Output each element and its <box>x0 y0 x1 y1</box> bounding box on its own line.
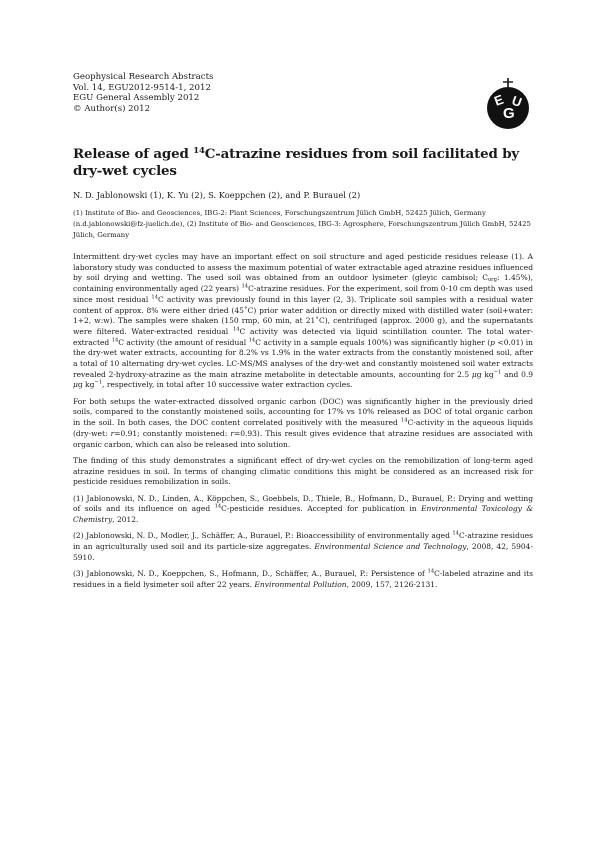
journal-header <box>73 72 213 114</box>
reference-2: (2) Jablonowski, N. D., Modler, J., Schäffer, A., Burauel, P.: Bioaccessibility of environmentally aged $^{14}$C-atrazine residues in an agriculturally used soil and its particle-size aggregates. Environmental Science and Technology, 2008, 42, 5904-5910. <box>73 530 534 562</box>
paragraph-doc: For both setups the water-extracted dissolved organic carbon (DOC) was significantly higher in the previously dried soils, compared to the constantly moistened soils, accounting for 17% vs 10% released as DOC of total organic carbon in the soil. In both cases, the DOC content correlated positively with the measured $^{14}$C-activity in the aqueous liquids (dry-wet: r=0.91; constantly moistened: r=0.93). This result gives evidence that atrazine residues are associated with organic carbon, which can also be released into solution. <box>73 396 534 449</box>
abstract-body <box>73 252 533 596</box>
affiliations: (1) Institute of Bio- and Geosciences, IBG-2: Plant Sciences, Forschungszentrum Jülich GmbH, 52425 Jülich, Germany (n.d.jablonowski@fz-juelich.de), (2) Institute of Bio- and Geosciences, IBG-3: Agrosphere, Forschungszentrum Jülich GmbH, 52425 Jülich, Germany <box>73 209 531 239</box>
paragraph-methods-results: Intermittent dry-wet cycles may have an important effect on soil structure and aged pesticide residues release (1). A laboratory study was conducted to assess the maximum potential of water extractable aged atrazine residues influenced by soil drying and wetting. The used soil was obtained from an outdoor lysimeter (gleyic cambisol; $C_{org}$: 1.45%), containing environmentally aged (22 years) $^{14}$C-atrazine residues. For the experiment, soil from 0-10 cm depth was used since most residual $^{14}$C activity was previously found in this layer (2, 3). Triplicate soil samples with a residual water content of approx. 8% were either dried (45˚C) prior water addition or directly mixed with distilled water (soil+water: 1+2, w:w). The samples were shaken (150 rmp, 60 min, at 21˚C), centrifuged (approx. 2000 g), and the supernatants were filtered. Water-extracted residual $^{14}$C activity was detected via liquid scintillation counter. The total water-extracted $^{14}$C activity (the amount of residual $^{14}$C activity in a sample equals 100%) was significantly higher (p <0.01) in the dry-wet water extracts, accounting for 8.2% vs 1.9% in the water extracts from the constantly moistened soil, after a total of 10 alternating dry-wet cycles. LC-MS/MS analyses of the dry-wet and constantly moistened soil water extracts revealed 2-hydroxy-atrazine as the main atrazine metabolite in detectable amounts, accounting for 2.5 μg $kg^{-1}$ and 0.9 μg $kg^{-1}$, respectively, in total after 10 successive water extraction cycles. <box>73 252 534 390</box>
copyright-notice: © Author(s) 2012 <box>73 103 151 114</box>
logo-letter-e: E <box>492 91 506 109</box>
logo-letter-g: G <box>503 105 515 122</box>
logo-letter-u: U <box>509 92 524 111</box>
reference-3: (3) Jablonowski, N. D., Koeppchen, S., Hofmann, D., Schäffer, A., Burauel, P.: Persistence of $^{14}$C-labeled atrazine and its residues in a field lysimeter soil after 22 years. Environmental Pollution, 2009, 157, 2126-2131. <box>73 568 533 589</box>
paper-title: Release of aged $^{14}$C-atrazine residues from soil facilitated by dry-wet cycles <box>73 146 520 179</box>
volume-info: Vol. 14, EGU2012-9514-1, 2012 <box>73 82 211 93</box>
author-list: N. D. Jablonowski (1), K. Yu (2), S. Koeppchen (2), and P. Burauel (2) <box>73 190 361 200</box>
journal-name: Geophysical Research Abstracts <box>73 72 214 82</box>
egu-logo <box>486 78 530 130</box>
paragraph-conclusion: The finding of this study demonstrates a significant effect of dry-wet cycles on the remobilization of long-term aged atrazine residues in soil. In terms of changing climatic conditions this might be considered as an increased risk for pesticide residues remobilization in soils. <box>73 455 533 487</box>
reference-1: (1) Jablonowski, N. D., Linden, A., Köppchen, S., Goebbels, D., Thiele, B., Hofmann, D., Burauel, P.: Drying and wetting of soils and its influence on aged $^{14}$C-pesticide residues. Accepted for publication in Environmental Toxicology & Chemistry, 2012. <box>73 493 533 524</box>
assembly-name: EGU General Assembly 2012 <box>73 93 200 104</box>
